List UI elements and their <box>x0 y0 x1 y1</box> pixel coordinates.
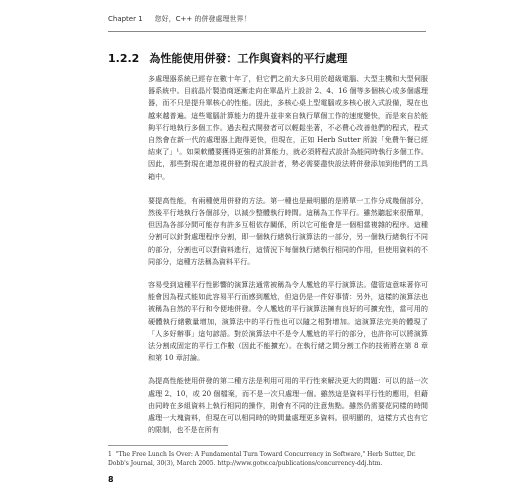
paragraph-4: 為提高性能使用併發的第二種方法是利用可用的平行性來解決更大的問題：可以的話一次處理 2、10，或 20 個檔案，而不是一次只處理一個。雖然這是資料平行性的應用，但藉由同時在多組資料上執行相同的操作，則會有不同的注意焦點。雖然仍需要花同樣的時間處理一大塊資料，但現在可以相同時的時間量處理更多資料。很明顯的，這樣方式也有它的限制，也不是在所有 <box>148 376 428 435</box>
running-header <box>108 14 251 24</box>
body-text <box>148 73 428 441</box>
section-number: 1.2.2 <box>108 52 140 65</box>
footnote-mark: 1 <box>108 451 112 458</box>
footnote-divider <box>108 445 228 446</box>
chapter-label: Chapter 1 <box>108 15 143 23</box>
paragraph-1: 多處理器系統已經存在數十年了，但它們之前大多只用於超級電腦、大型主機和大型伺服器系統中。目前晶片製造商逐漸走向在單晶片上設計 2、4、16 個等多個核心或多個處理器，而不只是提升單核心的性能。因此，多核心桌上型電腦或多核心嵌入式設備，現在也越來越普遍。這些電腦計算能力的提升並非來自執行單個工作的速度變快，而是來自於能夠平行地執行多個工作。過去程式開發者可以輕鬆坐著，不必費心改善他們的程式，程式自然會在新一代的處理器上跑得更快，但現在，正如 Herb Sutter 所說「免費午餐已經結束了」¹。如果軟體要獲得更強的計算能力，就必須將程式設計為能同時執行多個工作。因此，那些對現在還忽視併發的程式設計者，勢必需要盡快設法將併發添加到他們的工具箱中。 <box>148 74 428 181</box>
footnote-text: "The Free Lunch Is Over: A Fundamental Turn Toward Concurrency in Software," Herb Sutter, Dr. Dobb's Journal, 30(3), March 2005. http://www.gotw.ca/publications/concurrency-ddj.htm. <box>108 451 416 467</box>
chapter-title: 您好，C++ 的併發處理世界！ <box>154 15 251 23</box>
paragraph-3: 容易受到這種平行性影響的演算法通常被稱為令人尷尬的平行演算法。儘管這意味著你可能會因為程式能如此容易平行而感到尷尬，但這仍是一件好事情：另外，這樣的演算法也被稱為自然的平行和令便地併發。令人尷尬的平行演算法擁有良好的可擴充性，當可用的硬體執行緒數量增加，演算法中的平行性也可以隨之相對增加。這演算法完美的體現了「人多好辦事」這句諺語。對於演算法中不是令人尷尬的平行的部分，也許你可以將演算法分割成固定的平行工作數（因此不能擴充）。在執行緒之間分割工作的技術將在第 8 章和第 10 章討論。 <box>148 280 428 363</box>
section-title: 為性能使用併發：工作與資料的平行處理 <box>149 52 348 65</box>
footnote <box>108 451 428 468</box>
paragraph-2: 要提高性能，有兩種使用併發的方法。第一種也是最明顯的是將單一工作分成幾個部分，然後平行地執行各個部分，以減少整體執行時間。這稱為工作平行。雖然聽起來很簡單，但因為各部分間可能存有許多互相依存關係，所以它可能會是一個相當複雜的程序。這種分割可以針對處理程序分割，即一個執行緒執行演算法的一部分，另一個執行緒執行不同的部分，分割也可以對資料進行，這情況下每個執行緒執行相同的作用，但使用資料的不同部分，這種方法稱為資料平行。 <box>148 195 428 266</box>
page-number: 8 <box>108 475 114 484</box>
section-heading <box>108 50 428 66</box>
header-divider <box>108 31 426 32</box>
